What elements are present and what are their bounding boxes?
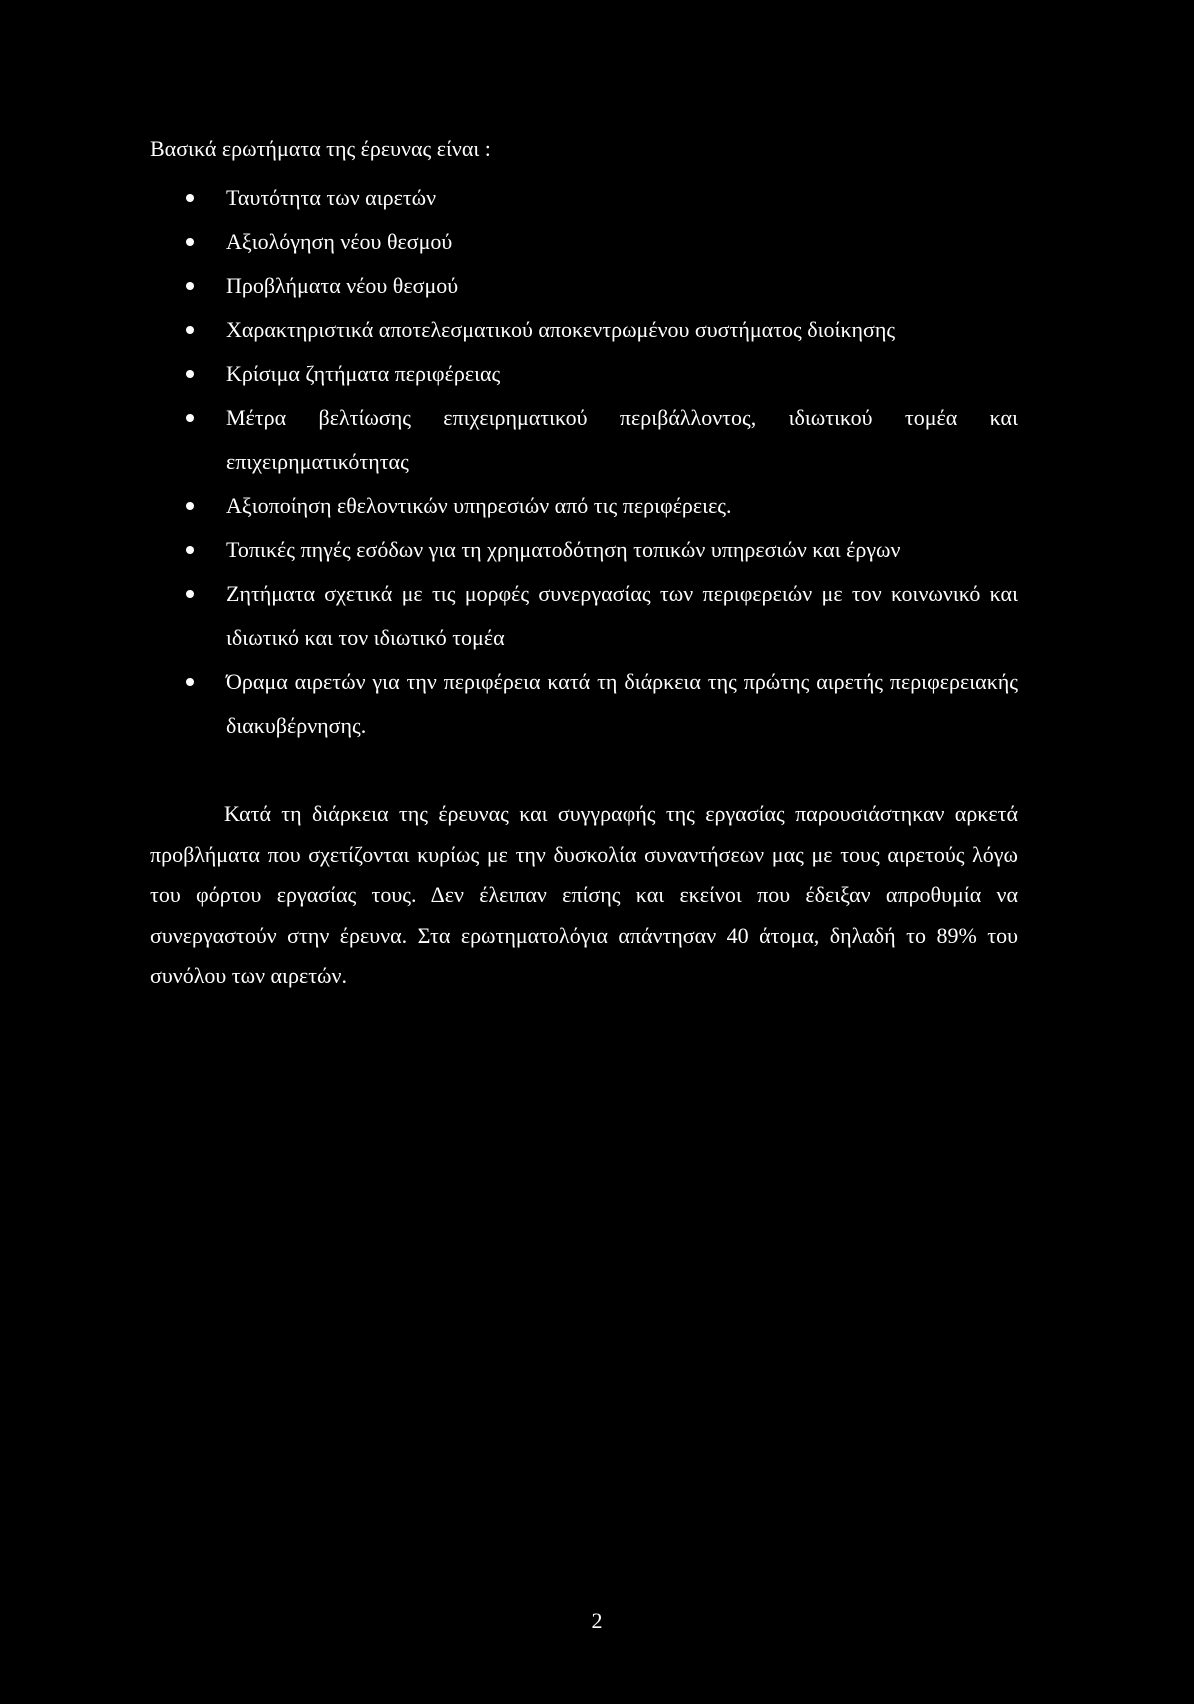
list-item [0,660,1018,748]
page-number: 2 [591,1608,603,1633]
bullet-icon [186,502,194,510]
list-item [0,308,1018,352]
list-item [0,484,1018,528]
list-item [0,264,1018,308]
bullet-icon [186,370,194,378]
research-questions-list [0,176,1194,748]
list-item-text: Μέτρα βελτίωσης επιχειρηματικού περιβάλλοντος, ιδιωτικού τομέα και επιχειρηματικότητας [226,405,1018,474]
list-item-text: Τοπικές πηγές εσόδων για τη χρηματοδότηση τοπικών υπηρεσιών και έργων [226,537,901,562]
list-item [0,396,1018,484]
list-item-text: Αξιολόγηση νέου θεσμού [226,229,453,254]
bullet-icon [186,326,194,334]
list-item-text: Προβλήματα νέου θεσμού [226,273,459,298]
list-item [0,220,1018,264]
body-paragraph: Κατά τη διάρκεια της έρευνας και συγγραφής της εργασίας παρουσιάστηκαν αρκετά προβλήματα που σχετίζονται κυρίως με την δυσκολία συναντήσεων μας με τους αιρετούς λόγω του φόρτου εργασίας τους. Δεν έλειπαν επίσης και εκείνοι που έδειξαν απροθυμία να συνεργαστούν στην έρευνα. Στα ερωτηματολόγια απάντησαν 40 άτομα, δηλαδή το 89% του συνόλου των αιρετών. [150,801,1018,988]
intro-text: Βασικά ερωτήματα της έρευνας είναι : [150,136,491,161]
bullet-icon [186,590,194,598]
bullet-icon [186,238,194,246]
list-item-text: Χαρακτηριστικά αποτελεσματικού αποκεντρωμένου συστήματος διοίκησης [226,317,896,342]
bullet-icon [186,546,194,554]
list-item-text: Όραμα αιρετών για την περιφέρεια κατά τη διάρκεια της πρώτης αιρετής περιφερειακής διακυβέρνησης. [226,669,1018,738]
bullet-icon [186,282,194,290]
bullet-icon [186,194,194,202]
list-item [0,352,1018,396]
list-item [0,176,1018,220]
list-item [0,528,1018,572]
list-item-text: Κρίσιμα ζητήματα περιφέρειας [226,361,501,386]
bullet-icon [186,414,194,422]
list-item [0,572,1018,660]
list-item-text: Αξιοποίηση εθελοντικών υπηρεσιών από τις περιφέρειες. [226,493,732,518]
list-item-text: Ταυτότητα των αιρετών [226,185,437,210]
list-item-text: Ζητήματα σχετικά με τις μορφές συνεργασίας των περιφερειών με τον κοινωνικό και ιδιωτικό και τον ιδιωτικό τομέα [226,581,1018,650]
bullet-icon [186,678,194,686]
